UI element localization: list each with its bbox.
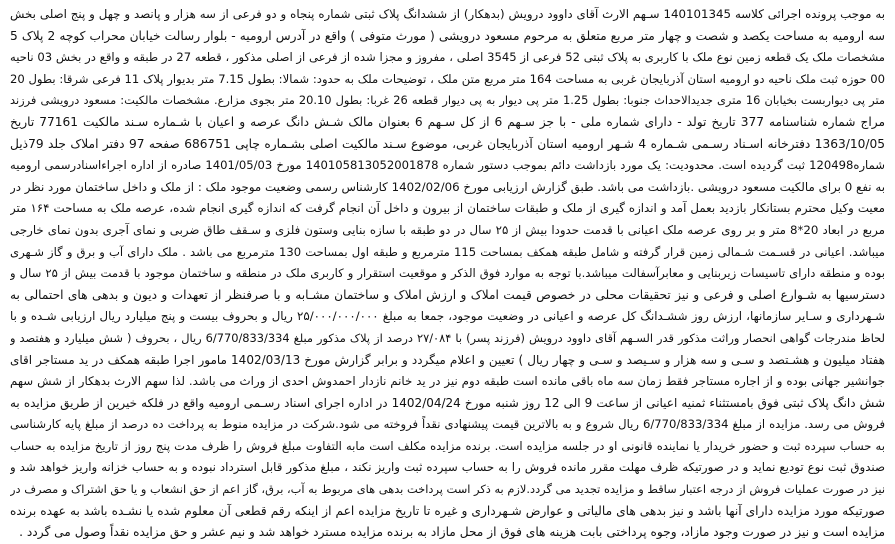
- document-text-line: مراج شماره شناسنامه 377 تاریخ تولد - دارای شماره ملی - با جز سـهم 6 از کل سـهم 6 بعنوان مالک شـش دانگ عرصه و اعیان با شـماره سـند مالکیت 77161 تاریخ: [10, 114, 885, 129]
- document-text-line: صندوق ثبت نوع تودیع نماید و در صورتیکه ظرف مهلت مقرر مانده فروش را به حساب سپرده ثبت واریز نکند ، مبلغ مذکور قابل استرداد نبوده و به حساب خزانه واریز خواهد شد و: [10, 460, 885, 475]
- document-text-line: سه ارومیه به مساحت یکصد و شصت و چهار متر مربع متعلق به مرحوم مسعود درویشی ( مورث متوفی ) واقع در آدرس ارومیه - بلوار رسالت خیابان محراب کوچه 2 پلاک 5: [10, 28, 885, 43]
- document-text-line: بوده و منطقه دارای تاسیسات زیربنایی و معابرآسفالت میباشد.با توجه به موارد فوق الذکر و موقعیت استقرار و کاربری ملک در منطقه و ساختمان موجود با قدمت بیش از ۲۵ سال و: [10, 266, 885, 281]
- document-text-line: میباشد. اعیانی در قسـمت شـمالی زمین قرار گرفته و شامل طبقه همکف بمساحت 115 مترمربع و طبقه اول بمساحت 130 مترمربع می باشد . ملک دارای آب و برق و گاز شـهری: [10, 244, 885, 259]
- document-text-line: مربع در ابعاد 20*8 متر و بر روی عرصه ملک اعیانی با قدمت حدودا بیش از ۲۵ سال در دو طبقه با سازه بنایی وستون فلزی و سـقف طاق ضربی و نمای آجری بدون نمای خارجی: [10, 222, 885, 237]
- document-text-line: جوانشیر جهانی بوده و از اجاره مستاجر فقط زمان سه ماه باقی مانده است طبقه دوم نیز در ید خانم نازدار احمدوش احدی از وراث می باشد. لذا سهم الارث بدهکار از شش سهم: [10, 374, 885, 389]
- document-text-line: به نفع 0 برای مالکیت مسعود درویشی .بازداشت می باشد. طبق گزارش ارزیابی مورخ 1402/02/06 کارشناس رسمی وضعیت موجود ملک : از ملک و داخل ساختمان مورد نظر در: [10, 179, 885, 194]
- document-text-line: معیت وکیل محترم بستانکار بازدید بعمل آمد و اندازه گیری از ملک و طبقات ساختمان از بیرون و داخل آن انجام گرفت که اندازه گیری انجام شده، عرصه ملک به مساحت ۱۶۴ متر: [10, 201, 885, 216]
- document-text-line: مزایده است و نیز در صورت وجود مازاد، وجوه پرداختی بابت هزینه های فوق از محل مازاد به برنده مزایده مسترد خواهد شد و نیم عشر و حق مزایده نقداً وصول می گردد .: [19, 525, 885, 540]
- document-text-line: 00 حوزه ثبت ملک ناحیه دو ارومیه استان آذربایجان غربی به مساحت 164 متر مربع متن ملک ، توضیحات ملک به حدود: شمالا: بطول 7.15 متر بدیوار پلاک 11 فرعی شرقا: بطول 20: [10, 71, 885, 86]
- document-text-line: لحاظ مندرجات گواهی انحصار وراثت مذکور قدر السـهم آقای داوود درویش (فرزند پسر) با ۲۷/۰۸۴ درصد از پلاک مذکور مبلغ 6/770/833/334 ریال ، بحروف ( شش میلیارد و هفتصد و: [10, 330, 885, 345]
- document-text-line: به موجب پرونده اجرائی کلاسه 140101345 سـهم الارث آقای داوود درویش (بدهکار) از ششدانگ پلاک ثبتی شماره پنجاه و دو فرعی از سه هزار و پانصد و چهل و پنج اصلی بخش: [10, 7, 885, 21]
- document-text-line: نیز در صورت عملیات فروش از درجه اعتبار ساقط و مزایده تجدید می گردد.لازم به ذکر است پرداخت بدهی های مربوط به آب، برق، گاز اعم از حق انشعاب و یا حق اشتراک و مصرف در: [10, 482, 885, 497]
- document-text-line: متر پی دیواربست بخیابان 16 متری جدیدالاحداث جنوبا: بطول 1.25 متر پی دیوار به پی دیوار قطعه 26 غربا: بطول 20.10 متر بجوی مزارع. مشخصات مالکیت: مسعود درویشی فرزند: [10, 93, 885, 108]
- document-text-line: 1363/10/05 دفترخانه اسـناد رسـمی شـماره 4 شـهر ارومیه استان آذربایجان غربی، موضوع سـند مالکیت اصلی بشـماره چاپی 686751 صفحه 97 دفتر املاک جلد 79ذیل: [10, 136, 885, 151]
- document-text-line: دسترسیها به شـوارع اصلی و فرعی و نیز تحقیقات محلی در خصوص قیمت املاک و ارزش املاک و ساختمان مشـابه و با صرفنظر از تعهدات و دیون و بدهی های احتمالی به: [10, 287, 885, 302]
- document-text-line: شش دانگ پلاک ثبتی فوق بامستثناء ثمنیه اعیانی از ساعت 9 الی 12 روز شنبه مورخ 1402/04/24 در اداره اجرای اسناد رسـمی ارومیه واقع در فلکه خیرین از طریق مزایده به: [10, 395, 885, 410]
- document-text-line: مشخصات ملک یک قطعه زمین نوع ملک با کاربری به پلاک ثبتی 52 فرعی از 3545 اصلی ، مفروز و مجزا شده از فرعی از اصلی مذکور ، قطعه 27 در طبقه و واقع در بخش 03 ناحیه: [10, 50, 885, 65]
- document-text-line: هفتاد میلیون و هشـتصد و سـی و سه هزار و سـیصد و سـی و چهار ریال ) تعیین و اعلام میگردد و برابر گزارش مورخ 1402/03/13 مامور اجرا طبقه همکف در ید مستاجر اقای: [10, 352, 885, 367]
- document-text-line: شماره120498 ثبت گردیده است. محدودیت: یک مورد بازداشت دائم بموجب دستور شماره 140105813052001878 مورخ 1401/05/03 صادره از اداره اجراءاسنادرسمی ارومیه: [10, 158, 885, 173]
- document-text-line: فروش می رسد. مزایده از مبلغ 6/770/833/334 ریال شروع و به بالاترین قیمت پیشنهادی نقداً فروخته می شود.شرکت در مزایده منوط به پرداخت ده درصد از مبلغ پایه کارشناسی: [10, 417, 885, 432]
- document-text-line: به حساب سپرده ثبت و حضور خریدار یا نماینده قانونی او در جلسه مزایده است. برنده مزایده مکلف است مابه التفاوت مبلغ فروش را ظرف مدت پنج روز از تاریخ مزایده به حساب: [10, 438, 885, 453]
- document-text-line: شـهرداری و سـایر سازمانها، ارزش روز ششـدانگ کل عرصه و اعیانی در وضعیت موجود، جمعا به مبلغ ۲۵/۰۰۰/۰۰۰/۰۰۰ ریال و بحروف بیست و پنج میلیارد ریال ارزیابی شـده و با: [10, 309, 885, 324]
- document-text-line: صورتیکه مورد مزایده دارای آنها باشد و نیز بدهی های مالیاتی و عوارض شـهرداری و غیره تا تاریخ مزایده اعم از اینکه رقم قطعی آن معلوم شده یا نشـده باشد به عهده برنده: [10, 503, 885, 518]
